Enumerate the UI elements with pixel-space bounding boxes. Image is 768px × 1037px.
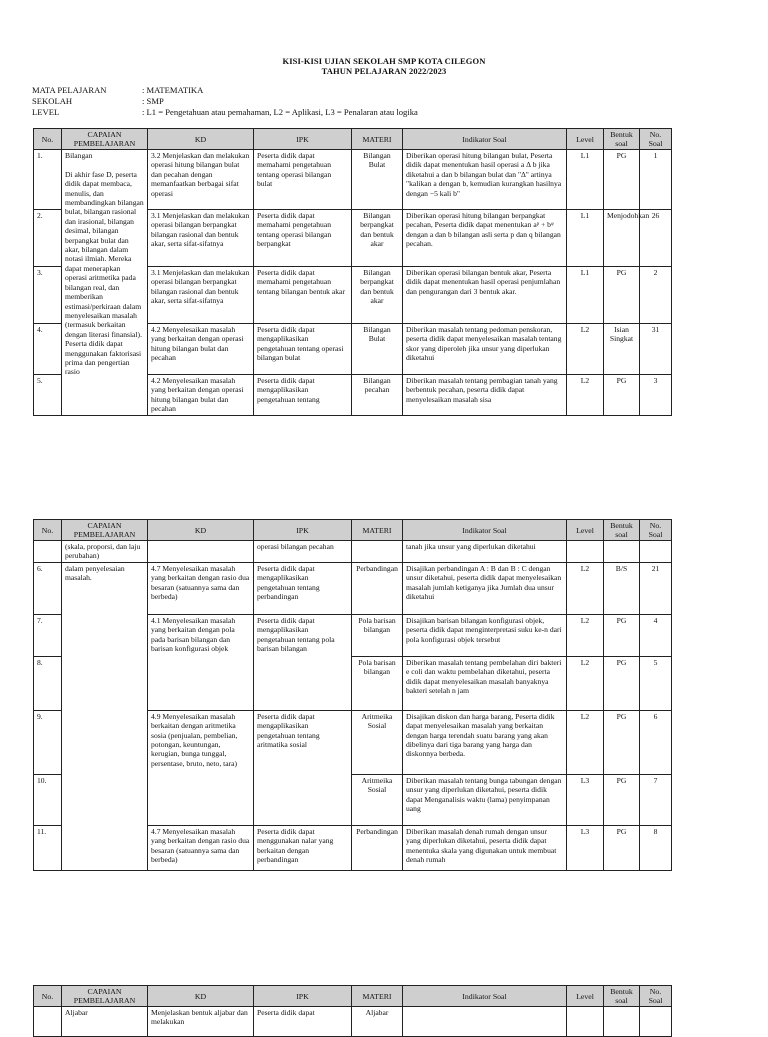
- table-row: Aljabar Menjelaskan bentuk aljabar dan melakukan Peserta didik dapat Aljabar: [34, 1007, 672, 1037]
- header-nosoal: No. Soal: [640, 129, 672, 150]
- header-indikator: Indikator Soal: [403, 129, 567, 150]
- header-capaian: CAPAIAN PEMBELAJARAN: [62, 129, 148, 150]
- kisi-table-3: [33, 985, 672, 1037]
- meta-row-school: SEKOLAH : SMP: [32, 96, 164, 106]
- table-row: 8. Pola barisan bilangan Diberikan masalah tentang pembelahan diri bakteri e coli dan waktu pembelahan diketahui, peserta didik dapat menyelesaikan masalah banyaknya bakteri setelah n jam L2 PG 5: [34, 656, 672, 710]
- table-row: 2. 3.1 Menjelaskan dan melakukan operasi bilangan berpangkat bilangan rasional dan bentuk akar, serta sifat-sifatnya Peserta didik dapat memahami pengetahuan tentang operasi bilangan berpangkat Bilangan berpangkat dan bentuk akar Diberikan operasi hitung bilangan berpangkat pecahan, Peserta didik dapat menentukan aᵖ + bᵠ dengan a dan b bilangan asli serta p dan q bilangan pecahan. L1 Menjodohkan 26: [34, 210, 672, 267]
- capaian-cell: dalam penyelesaian masalah.: [62, 562, 148, 870]
- header-ipk: IPK: [254, 129, 352, 150]
- table-row: 1. Bilangan Di akhir fase D, peserta didik dapat membaca, menulis, dan membandingkan bilangan bulat, bilangan rasional dan irasional, bilangan desimal, bilangan berpangkat bulat dan akar, bilangan dalam notasi ilmiah. Mereka dapat menerapkan operasi aritmetika pada bilangan real, dan memberikan estimasi/perkiraan dalam menyelesaikan masalah (termasuk berkaitan dengan literasi finansial). Peserta didik dapat menggunakan faktorisasi prima dan pengertian rasio 3.2 Menjelaskan dan melakukan operasi hitung bilangan bulat dan pecahan dengan memanfaatkan berbagai sifat operasi Peserta didik dapat memahami pengetahuan tentang operasi bilangan bulat Bilangan Bulat Diberikan operasi hitung bilangan bulat, Peserta didik dapat menentukan hasil operasi a ∆ b jika diketahui a dan b bilangan bulat dan "∆" artinya "kalikan a dengan b, kemudian kurangkan hasilnya dengan −5 kali b" L1 PG 1: [34, 150, 672, 210]
- meta-row-subject: MATA PELAJARAN : MATEMATIKA: [32, 85, 204, 95]
- table-row: 6. dalam penyelesaian masalah. 4.7 Menyelesaikan masalah yang berkaitan dengan rasio dua besaran (satuannya sama dan berbeda) Peserta didik dapat mengaplikasikan pengetahuan tentang perbandingan Perbandingan Disajikan perbandingan A : B dan B : C dengan unsur diketahui, peserta didik dapat menyelesaikan masalah jumlah ketiganya jika Jumlah dua unsur diketahui L2 B/S 21: [34, 562, 672, 614]
- header-level: Level: [567, 129, 604, 150]
- header-no: No.: [34, 129, 62, 150]
- meta-block: [32, 85, 418, 118]
- table-row: 4. 4.2 Menyelesaikan masalah yang berkaitan dengan operasi hitung bilangan bulat dan pecahan Peserta didik dapat mengaplikasikan pengetahuan tentang operasi bilangan bulat Bilangan Bulat Diberikan masalah tentang pedoman penskoran, peserta didik dapat menyelesaikan masalah tentang skor yang diperoleh jika unsur yang diperlukan diketahui L2 Isian Singkat 31: [34, 324, 672, 375]
- table-header: No. CAPAIAN PEMBELAJARAN KD IPK MATERI Indikator Soal Level Bentuk soal No. Soal: [34, 520, 672, 541]
- document-title: KISI-KISI UJIAN SEKOLAH SMP KOTA CILEGON: [282, 56, 486, 66]
- header-kd: KD: [148, 129, 254, 150]
- meta-row-level: LEVEL : L1 = Pengetahuan atau pemahaman, L2 = Aplikasi, L3 = Penalaran atau logika: [32, 107, 418, 117]
- header-bentuk: Bentuk soal: [604, 129, 640, 150]
- table-row: 7. 4.1 Menyelesaikan masalah yang berkaitan dengan pola pada barisan bilangan dan barisan konfigurasi objek Peserta didik dapat mengaplikasikan pengetahuan tentang pola barisan bilangan Pola barisan bilangan Disajikan barisan bilangan konfigurasi objek, peserta didik dapat menginterpretasi suku ke-n dari pola konfigurasi objek tersebut L2 PG 4: [34, 614, 672, 656]
- table-row: 3. 3.1 Menjelaskan dan melakukan operasi bilangan berpangkat bilangan rasional dan bentuk akar, serta sifat-sifatnya Peserta didik dapat memahami pengetahuan tentang bilangan bentuk akar Bilangan berpangkat dan bentuk akar Diberikan operasi bilangan bentuk akar, Peserta didik dapat menentukan hasil operasi penjumlahan dan pengurangan dari 3 bentuk akar. L1 PG 2: [34, 267, 672, 324]
- document-subtitle: TAHUN PELAJARAN 2022/2023: [321, 66, 447, 76]
- capaian-cell: Bilangan Di akhir fase D, peserta didik dapat membaca, menulis, dan membandingkan bilangan bulat, bilangan rasional dan irasional, bilangan desimal, bilangan berpangkat bulat dan akar, bilangan dalam notasi ilmiah. Mereka dapat menerapkan operasi aritmetika pada bilangan real, dan memberikan estimasi/perkiraan dalam menyelesaikan masalah (termasuk berkaitan dengan literasi finansial). Peserta didik dapat menggunakan faktorisasi prima dan pengertian rasio: [62, 150, 148, 416]
- table-row: 11. 4.7 Menyelesaikan masalah yang berkaitan dengan rasio dua besaran (satuannya sama dan berbeda) Peserta didik dapat menggunakan nalar yang berkaitan dengan perbandingan Perbandingan Diberikan masalah denah rumah dengan unsur yang diperlukan diketahui, peserta didik dapat menentuka skala yang digunakan untuk membuat denah rumah L3 PG 8: [34, 825, 672, 870]
- kisi-table-1: [33, 128, 672, 416]
- table-header: [34, 129, 672, 150]
- table-header: No. CAPAIAN PEMBELAJARAN KD IPK MATERI Indikator Soal Level Bentuk soal No. Soal: [34, 986, 672, 1007]
- table-row: 9. 4.9 Menyelesaikan masalah berkaitan dengan aritmetika sosia (penjualan, pembelian, potongan, keuntungan, kerugian, bunga tunggal, persentase, bruto, neto, tara) Peserta didik dapat mengaplikasikan pengetahuan tentang aritmatika sosial Aritmeika Sosial Disajikan diskon dan harga barang, Peserta didik dapat menyelesaikan masalah yang berkaitan dengan harga terendah suatu barang yang akan dibelinya dari tiga barang yang harga dan diskonnya berbeda. L2 PG 6: [34, 710, 672, 774]
- kisi-table-2: [33, 519, 672, 871]
- table-row-continued: (skala, proporsi, dan laju perubahan) operasi bilangan pecahan tanah jika unsur yang diperlukan diketahui: [34, 541, 672, 563]
- table-row: 10. Aritmeika Sosial Diberikan masalah tentang bunga tabungan dengan unsur yang diperlukan diketahui, peserta didik dapat Menganalisis waktu (lama) penyimpanan uang L3 PG 7: [34, 774, 672, 825]
- header-materi: MATERI: [352, 129, 403, 150]
- table-row: 5. 4.2 Menyelesaikan masalah yang berkaitan dengan operasi hitung bilangan bulat dan pecahan Peserta didik dapat mengaplikasikan pengetahuan tentang Bilangan pecahan Diberikan masalah tentang pembagian tanah yang berbentuk pecahan, peserta didik dapat menyelesaikan masalah sisa L2 PG 3: [34, 375, 672, 416]
